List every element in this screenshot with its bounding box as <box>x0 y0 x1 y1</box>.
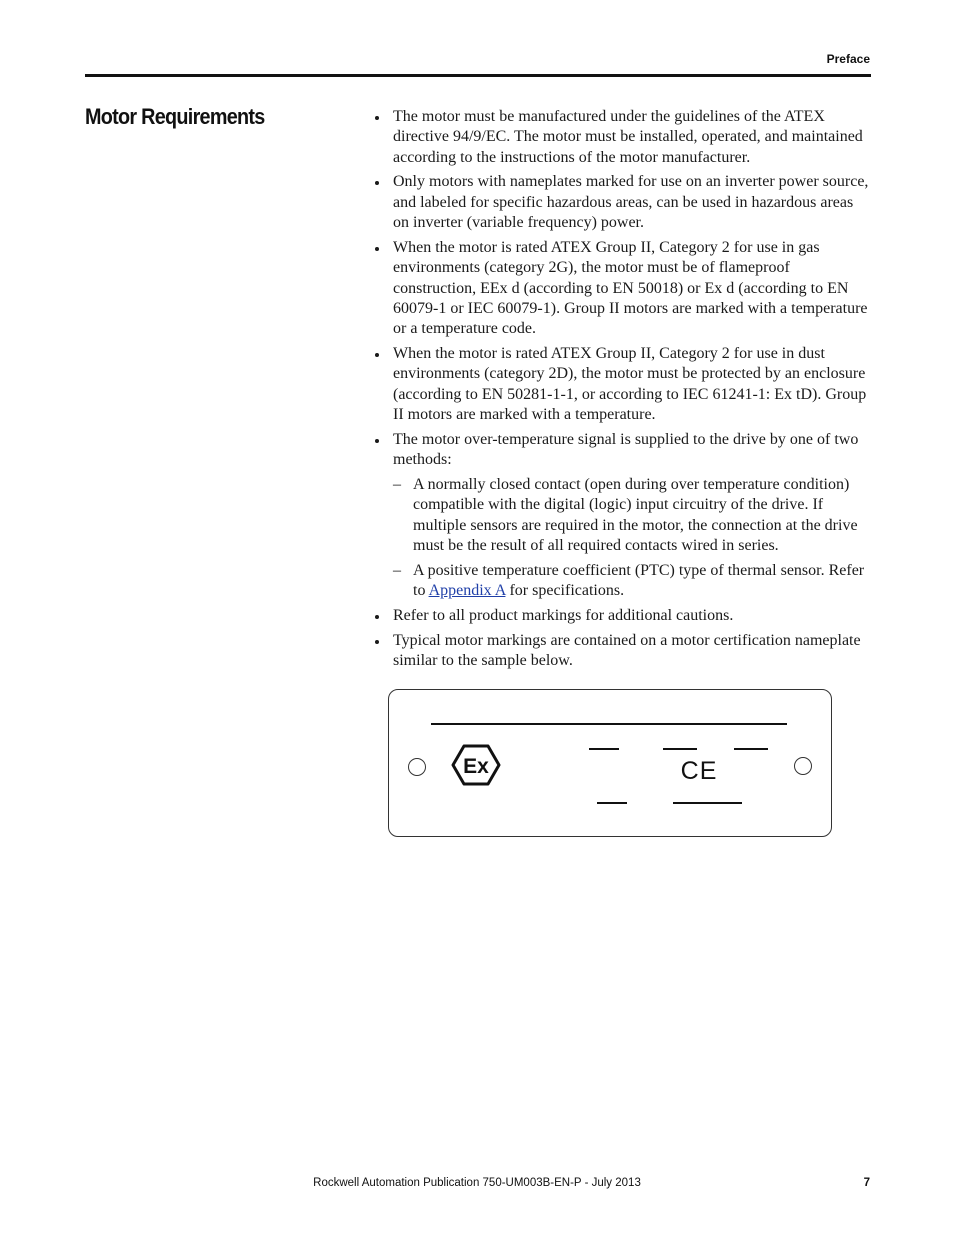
ex-mark-text: Ex <box>463 755 489 778</box>
header-rule <box>85 74 871 77</box>
content-column <box>373 107 873 676</box>
list-item-text: The motor over-temperature signal is supplied to the drive by one of two methods: <box>393 430 859 469</box>
nameplate-blank-line <box>597 802 627 804</box>
sample-nameplate <box>388 689 832 837</box>
section-title: Motor Requirements <box>85 104 265 129</box>
list-item-text: When the motor is rated ATEX Group II, Category 2 for use in gas environments (category 2G), the motor must be of flameproof construction, EEx d (according to EN 50018) or Ex d (according to EN 60079-1 or IEC 60079-1). Group II motors are marked with a temperature or a temperature code. <box>393 238 868 338</box>
list-item-text: Typical motor markings are contained on a motor certification nameplate similar to the sample below. <box>393 631 861 670</box>
list-item-text: Refer to all product markings for additional cautions. <box>393 606 734 624</box>
list-item <box>373 606 873 626</box>
nameplate-blank-line <box>673 802 742 804</box>
list-item <box>373 430 873 602</box>
list-item <box>373 631 873 672</box>
appendix-a-link[interactable]: Appendix A <box>428 582 506 600</box>
nameplate-top-rule <box>431 723 787 725</box>
ce-mark-text: CE <box>681 757 717 783</box>
sub-list-item-text: A normally closed contact (open during over temperature condition) compatible with the digital (logic) input circuitry of the drive. If multiple sensors are required in the motor, the connection at the drive must be the result of all required contacts wired in series. <box>413 476 858 554</box>
nameplate-blank-line <box>734 748 768 750</box>
ce-mark-icon <box>681 757 717 783</box>
dash-glyph: – <box>393 561 401 579</box>
list-item <box>373 238 873 339</box>
mounting-hole-icon <box>408 758 426 776</box>
sub-list-item <box>393 561 873 602</box>
page-number: 7 <box>863 1177 870 1189</box>
list-item-text: When the motor is rated ATEX Group II, Category 2 for use in dust environments (category 2D), the motor must be protected by an enclosure (according to EN 50281-1-1, or according to IEC 61241-1: Ex tD). Group II motors are marked with a temperature. <box>393 345 867 423</box>
list-item-text: Only motors with nameplates marked for use on an inverter power source, and labeled for specific hazardous areas, can be used in hazardous areas on inverter (variable frequency) power. <box>393 173 869 232</box>
sub-list <box>393 475 873 601</box>
sub-list-item-text-suffix: for specifications. <box>505 582 625 600</box>
dash-glyph: – <box>393 476 401 494</box>
section-header-label: Preface <box>826 52 870 66</box>
mounting-hole-icon <box>794 757 812 775</box>
list-item-text: The motor must be manufactured under the guidelines of the ATEX directive 94/9/EC. The motor must be installed, operated, and maintained according to the instructions of the motor manufacturer. <box>393 108 863 166</box>
list-item <box>373 344 873 425</box>
nameplate-blank-line <box>589 748 619 750</box>
nameplate-blank-line <box>663 748 697 750</box>
footer-publication: Rockwell Automation Publication 750-UM003B-EN-P - July 2013 <box>313 1177 641 1189</box>
sub-list-item-text-prefix: A positive temperature coefficient (PTC) type of thermal sensor. Refer to <box>413 561 865 600</box>
atex-ex-hexagon-icon <box>451 743 501 787</box>
requirements-list <box>373 107 873 671</box>
list-item <box>373 172 873 233</box>
list-item <box>373 107 873 168</box>
sub-list-item <box>393 475 873 556</box>
